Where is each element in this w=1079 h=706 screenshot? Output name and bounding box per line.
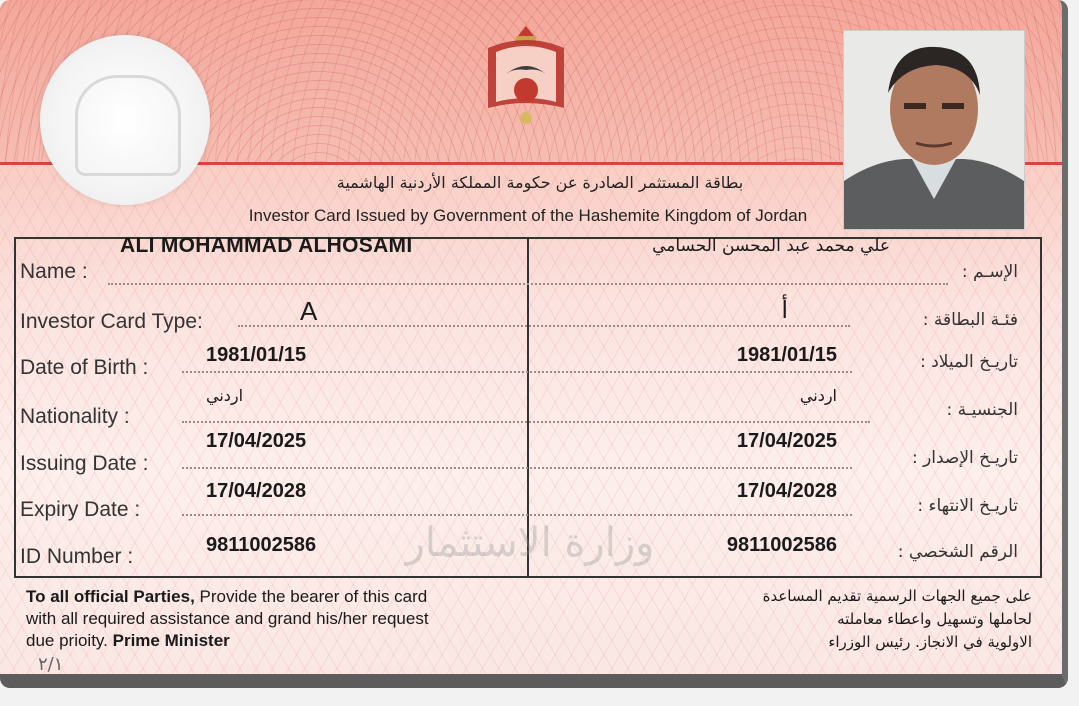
date-of-birth-value-arabic: 1981/01/15 <box>736 344 837 366</box>
notice-arabic-line: الاولوية في الانجاز. رئيس الوزراء <box>828 633 1032 651</box>
dotted-rule <box>182 467 852 469</box>
dotted-rule <box>182 514 852 516</box>
label-card-type: Investor Card Type: <box>20 310 203 333</box>
page-number: ٢/١ <box>38 654 64 675</box>
holder-name-english: ALI MOHAMMAD ALHOSAMI <box>120 234 413 257</box>
label-expiry-date: Expiry Date : <box>20 498 141 521</box>
dotted-rule <box>182 421 870 423</box>
seal-emblem-icon <box>75 75 181 176</box>
card-title-english: Investor Card Issued by Government of the Hashemite Kingdom of Jordan <box>248 206 808 225</box>
label-name: Name : <box>20 260 88 283</box>
notice-arabic-line: على جميع الجهات الرسمية تقديم المساعدة <box>762 587 1032 605</box>
label-expiry-date-arabic: تاريـخ الانتهاء : <box>917 496 1018 516</box>
label-id-number: ID Number : <box>20 545 134 568</box>
dotted-rule <box>238 325 850 327</box>
official-notice-english <box>26 586 446 652</box>
dotted-rule <box>182 371 852 373</box>
hologram-seal <box>40 35 210 205</box>
table-border-right <box>1040 237 1042 578</box>
dotted-rule <box>108 283 948 285</box>
label-date-of-birth-arabic: تاريـخ الميلاد : <box>920 352 1018 372</box>
notice-body: Provide the bearer of this card with all required assistance and grand his/her request due prioity. <box>26 587 429 650</box>
expiry-date-value: 17/04/2028 <box>206 480 307 502</box>
notice-salutation: To all official Parties, <box>26 587 195 606</box>
card-type-value-arabic: أ <box>781 297 788 324</box>
issuing-date-value: 17/04/2025 <box>206 430 307 452</box>
card-title-arabic: بطاقة المستثمر الصادرة عن حكومة المملكة الأردنية الهاشمية <box>336 173 744 192</box>
label-nationality: Nationality : <box>20 405 130 428</box>
label-nationality-arabic: الجنسيـة : <box>946 400 1018 420</box>
official-notice-arabic <box>640 585 1032 654</box>
label-card-type-arabic: فئـة البطاقة : <box>922 310 1018 330</box>
holder-photo <box>843 30 1025 230</box>
notice-arabic-line: لحاملها وتسهيل واعطاء معاملته <box>837 610 1032 628</box>
label-issuing-date: Issuing Date : <box>20 452 149 475</box>
nationality-value-arabic: اردني <box>799 386 837 405</box>
notice-signature: Prime Minister <box>107 631 230 650</box>
nationality-value: اردني <box>206 386 244 405</box>
label-name-arabic: الإسـم : <box>961 262 1018 282</box>
label-id-number-arabic: الرقم الشخصي : <box>897 542 1018 562</box>
id-number-value: 9811002586 <box>206 534 317 556</box>
issuing-date-value-arabic: 17/04/2025 <box>736 430 837 452</box>
coat-of-arms-icon <box>478 22 574 130</box>
id-number-value-arabic: 9811002586 <box>726 534 837 556</box>
label-issuing-date-arabic: تاريـخ الإصدار : <box>911 448 1018 468</box>
expiry-date-value-arabic: 17/04/2028 <box>736 480 837 502</box>
card-type-value: A <box>300 296 318 326</box>
holder-name-arabic: علي محمد عبد المحسن الحسامي <box>652 236 890 256</box>
date-of-birth-value: 1981/01/15 <box>206 344 307 366</box>
table-border-left <box>14 237 16 578</box>
ministry-watermark: وزارة الاستثمار <box>405 520 655 566</box>
label-date-of-birth: Date of Birth : <box>20 356 149 379</box>
